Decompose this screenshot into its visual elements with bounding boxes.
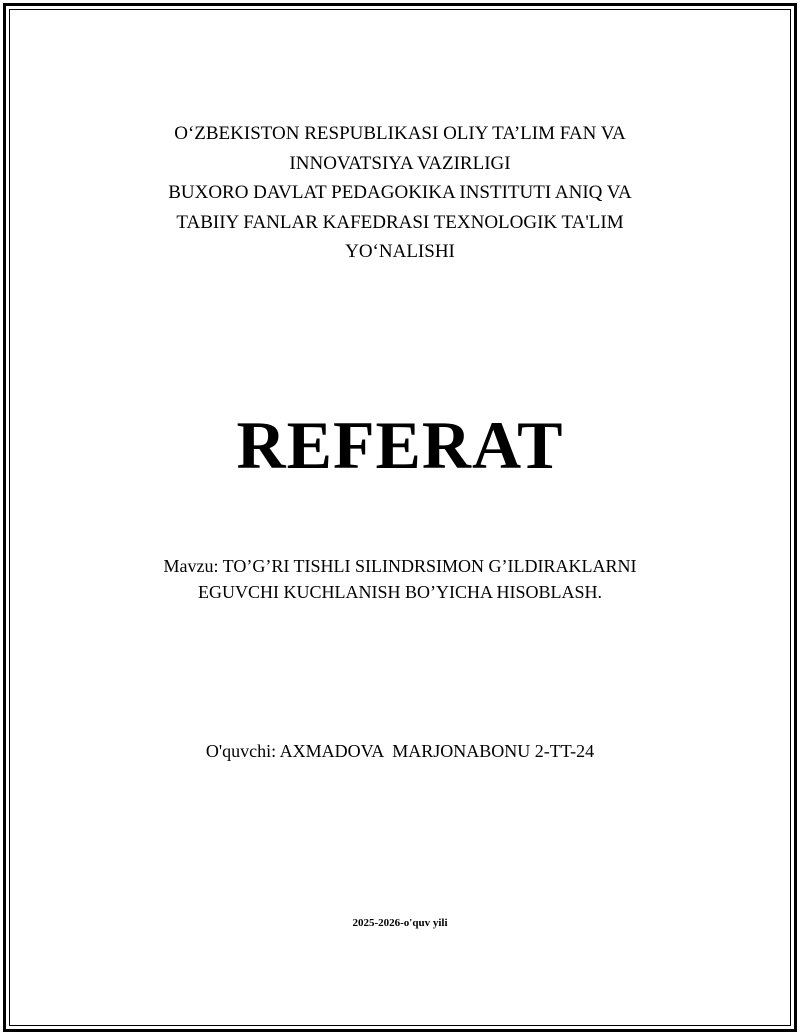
document-title: REFERAT: [236, 407, 564, 483]
header-line: YO‘NALISHI: [345, 241, 455, 262]
topic-line: Mavzu: TO’G’RI TISHLI SILINDRSIMON G’ILDIRAKLARNI: [163, 556, 637, 576]
topic-block: [0, 553, 800, 605]
student-info: O'quvchi: AXMADOVA MARJONABONU 2-TT-24: [205, 741, 595, 761]
topic-line: EGUVCHI KUCHLANISH BO’YICHA HISOBLASH.: [197, 582, 602, 602]
header-line: O‘ZBEKISTON RESPUBLIKASI OLIY TA’LIM FAN VA: [174, 123, 626, 144]
academic-year: 2025-2026-o'quv yili: [352, 917, 448, 929]
institution-header: [0, 119, 800, 267]
header-line: TABIIY FANLAR KAFEDRASI TEXNOLOGIK TA'LIM: [176, 211, 624, 233]
header-line: INNOVATSIYA VAZIRLIGI: [289, 152, 511, 174]
header-line: BUXORO DAVLAT PEDAGOKIKA INSTITUTI ANIQ VA: [168, 182, 632, 203]
